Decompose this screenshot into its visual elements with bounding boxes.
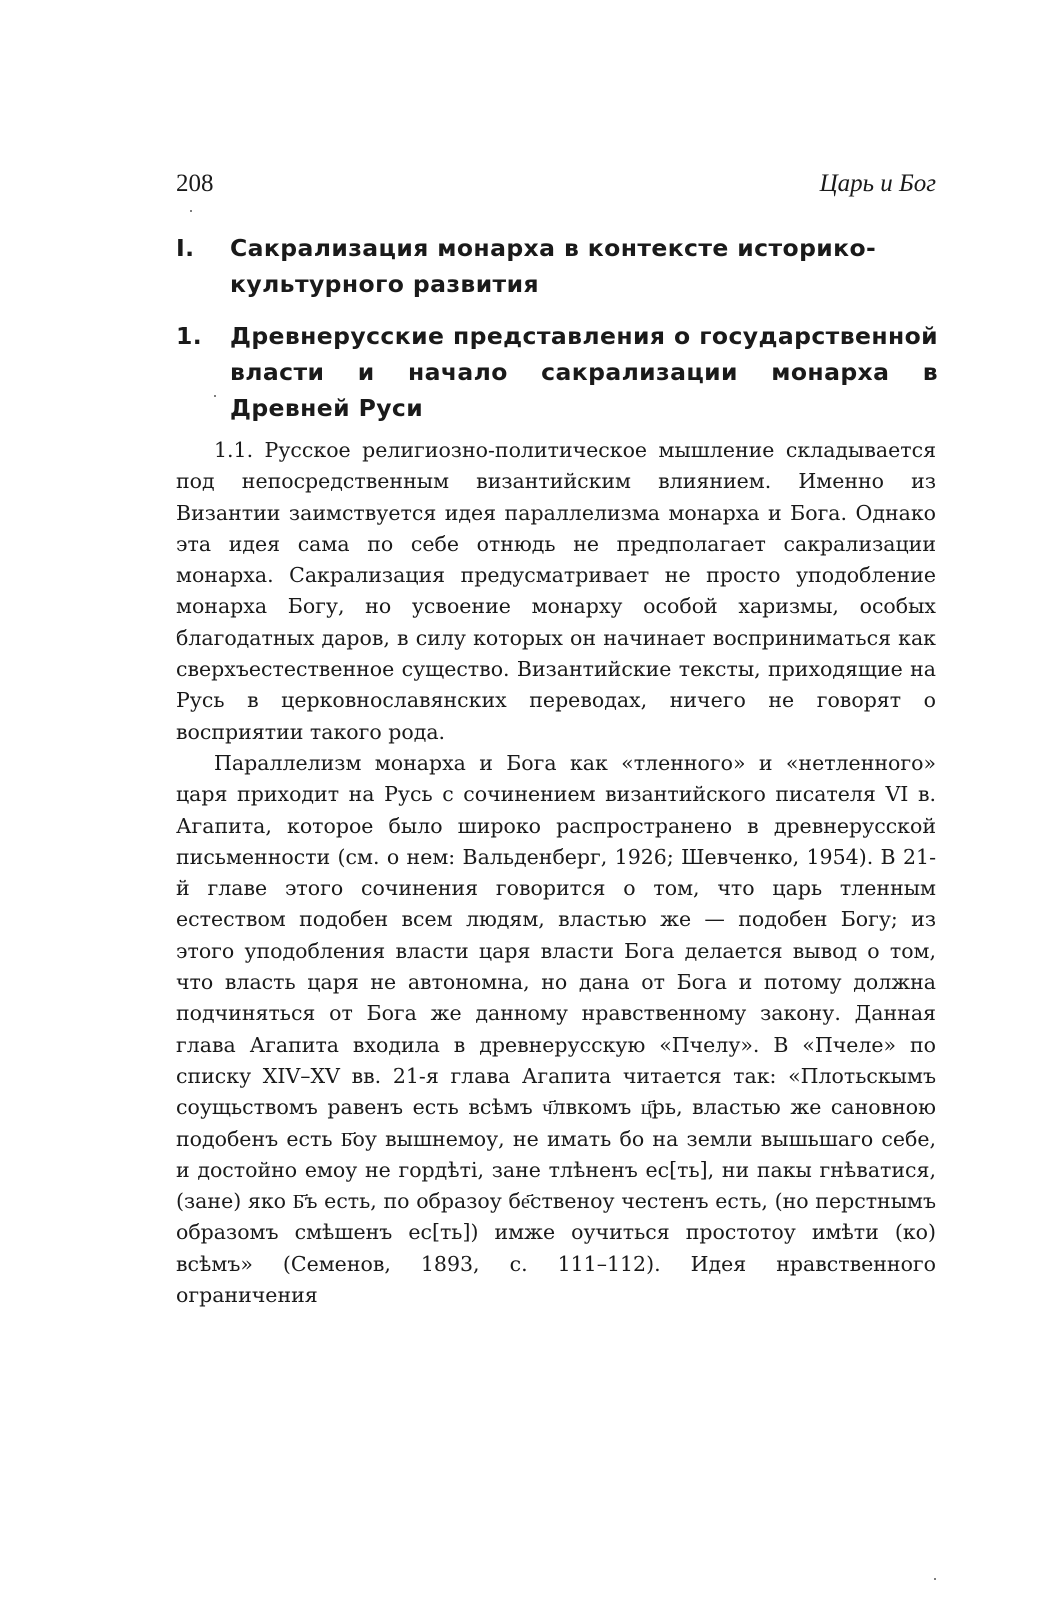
part-heading-text: Сакрализация монарха в контексте историко-культурного развития xyxy=(230,234,877,298)
running-head xyxy=(176,170,936,204)
chapter-heading xyxy=(176,318,938,428)
chapter-heading-number: 1. xyxy=(176,322,203,350)
chapter-heading-text: Древнерусские представления о государственной власти и начало сакрализации монарха в Древней Руси xyxy=(230,322,938,422)
part-heading-number: I. xyxy=(176,234,195,262)
paragraph-2: Параллелизм монарха и Бога как «тленного» и «нетленного» царя приходит на Русь с сочинением византийского писателя VI в. Агапита, которое было широко распространено в древнерусской письменности (см. о нем: Вальденберг, 1926; Шевченко, 1954). В 21-й главе этого сочинения говорится о том, что царь тленным естеством подобен всем людям, властью же — подобен Богу; из этого уподобления власти царя власти Бога делается вывод о том, что власть царя не автономна, но дана от Бога и потому должна подчиняться от Бога же данному нравственному закону. Данная глава Агапита входила в древнерусскую «Пчелу». В «Пчеле» по списку XIV–XV вв. 21-я глава Агапита читается так: «Плотьскымъ соущьствомъ равенъ есть всѣмъ ч҃лвкомъ ц҃рь, властью же сановною подобенъ есть Б҃оу вышнемоу, не имать бо на земли вышьшаго себе, и достойно емоу не гордѣтi, зане тлѣненъ ес[ть], ни пакы гнѣватися, (зане) яко Б҃ъ есть, по образоу бе҃ственоу честенъ есть, (но перстнымъ образомъ смѣшенъ ес[ть]) имже оучиться простотоу имѣти (ко) всѣмъ» (Семенов, 1893, с. 111–112). Идея нравственного ограничения xyxy=(176,750,936,1308)
part-heading xyxy=(176,230,938,310)
scan-speck xyxy=(190,210,192,212)
running-title: Царь и Бог xyxy=(819,170,936,197)
body-text xyxy=(176,435,936,1311)
scan-speck xyxy=(934,1578,936,1580)
scan-speck xyxy=(214,395,216,397)
page-number: 208 xyxy=(176,170,214,197)
paragraph-1: 1.1. Русское религиозно-политическое мышление складывается под непосредственным византийским влиянием. Именно из Византии заимствуется идея параллелизма монарха и Бога. Однако эта идея сама по себе отнюдь не предполагает сакрализации монарха. Сакрализация предусматривает не просто уподобление монарха Богу, но усвоение монарху особой харизмы, особых благодатных даров, в силу которых он начинает восприниматься как сверхъестественное существо. Византийские тексты, приходящие на Русь в церковнославянских переводах, ничего не говорят о восприятии такого рода. xyxy=(176,438,936,744)
